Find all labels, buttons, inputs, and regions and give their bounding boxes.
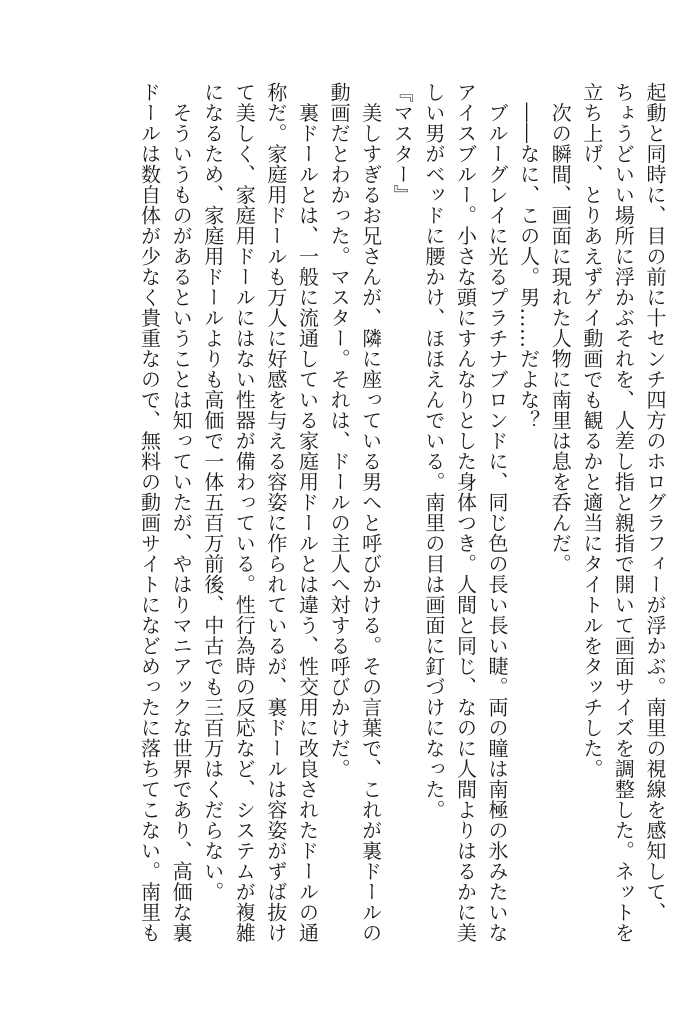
- text-line: になるため、家庭用ドールよりも高価で一体五百万前後、中古でも三百万はくだらない。: [200, 82, 225, 902]
- vertical-text-body: [133, 82, 670, 962]
- text-line: そういうものがあるということは知っていたが、やはりマニアックな世界であり、高価な裏: [169, 82, 194, 943]
- text-line: 称だ。家庭用ドールも万人に好感を与える容姿に作られているが、裏ドールは容姿がずば抜け: [263, 82, 288, 943]
- text-line: ドールは数自体が少なく貴重なので、無料の動画サイトになどめったに落ちてこない。南里も: [137, 82, 162, 943]
- text-line: 美しすぎるお兄さんが、隣に座っている男へと呼びかける。その言葉で、これが裏ドールの: [358, 82, 383, 943]
- text-line: しい男がベッドに腰かけ、ほほえんでいる。南里の目は画面に釘づけになった。: [421, 82, 446, 820]
- text-line: ――なに、この人。男……だよな？: [516, 82, 541, 431]
- text-line: ちょうどいい場所に浮かぶそれを、人差し指と親指で開いて画面サイズを調整した。ネットを: [611, 82, 636, 943]
- text-line: て美しく、家庭用ドールにはない性器が備わっている。性行為時の反応など、システムが複雑: [232, 82, 257, 943]
- text-line: アイスブルー。小さな頭にすんなりとした身体つき。人間と同じ、なのに人間よりはるかに美: [453, 82, 478, 943]
- text-line: ブルーグレイに光るプラチナブロンドに、同じ色の長い長い睫。両の瞳は南極の氷みたいな: [485, 82, 510, 943]
- text-line: 『マスター』: [390, 82, 415, 205]
- text-line: 起動と同時に、目の前に十センチ四方のホログラフィーが浮かぶ。南里の視線を感知して、: [643, 82, 667, 923]
- text-line: 立ち上げ、とりあえずゲイ動画でも観るかと適当にタイトルをタッチした。: [579, 82, 604, 779]
- text-line: 動画だとわかった。マスター。それは、ドールの主人へ対する呼びかけだ。: [327, 82, 352, 779]
- text-line: 裏ドールとは、一般に流通している家庭用ドールとは違う、性交用に改良されたドールの通: [295, 82, 320, 943]
- text-line: 次の瞬間、画面に現れた人物に南里は息を呑んだ。: [548, 82, 573, 574]
